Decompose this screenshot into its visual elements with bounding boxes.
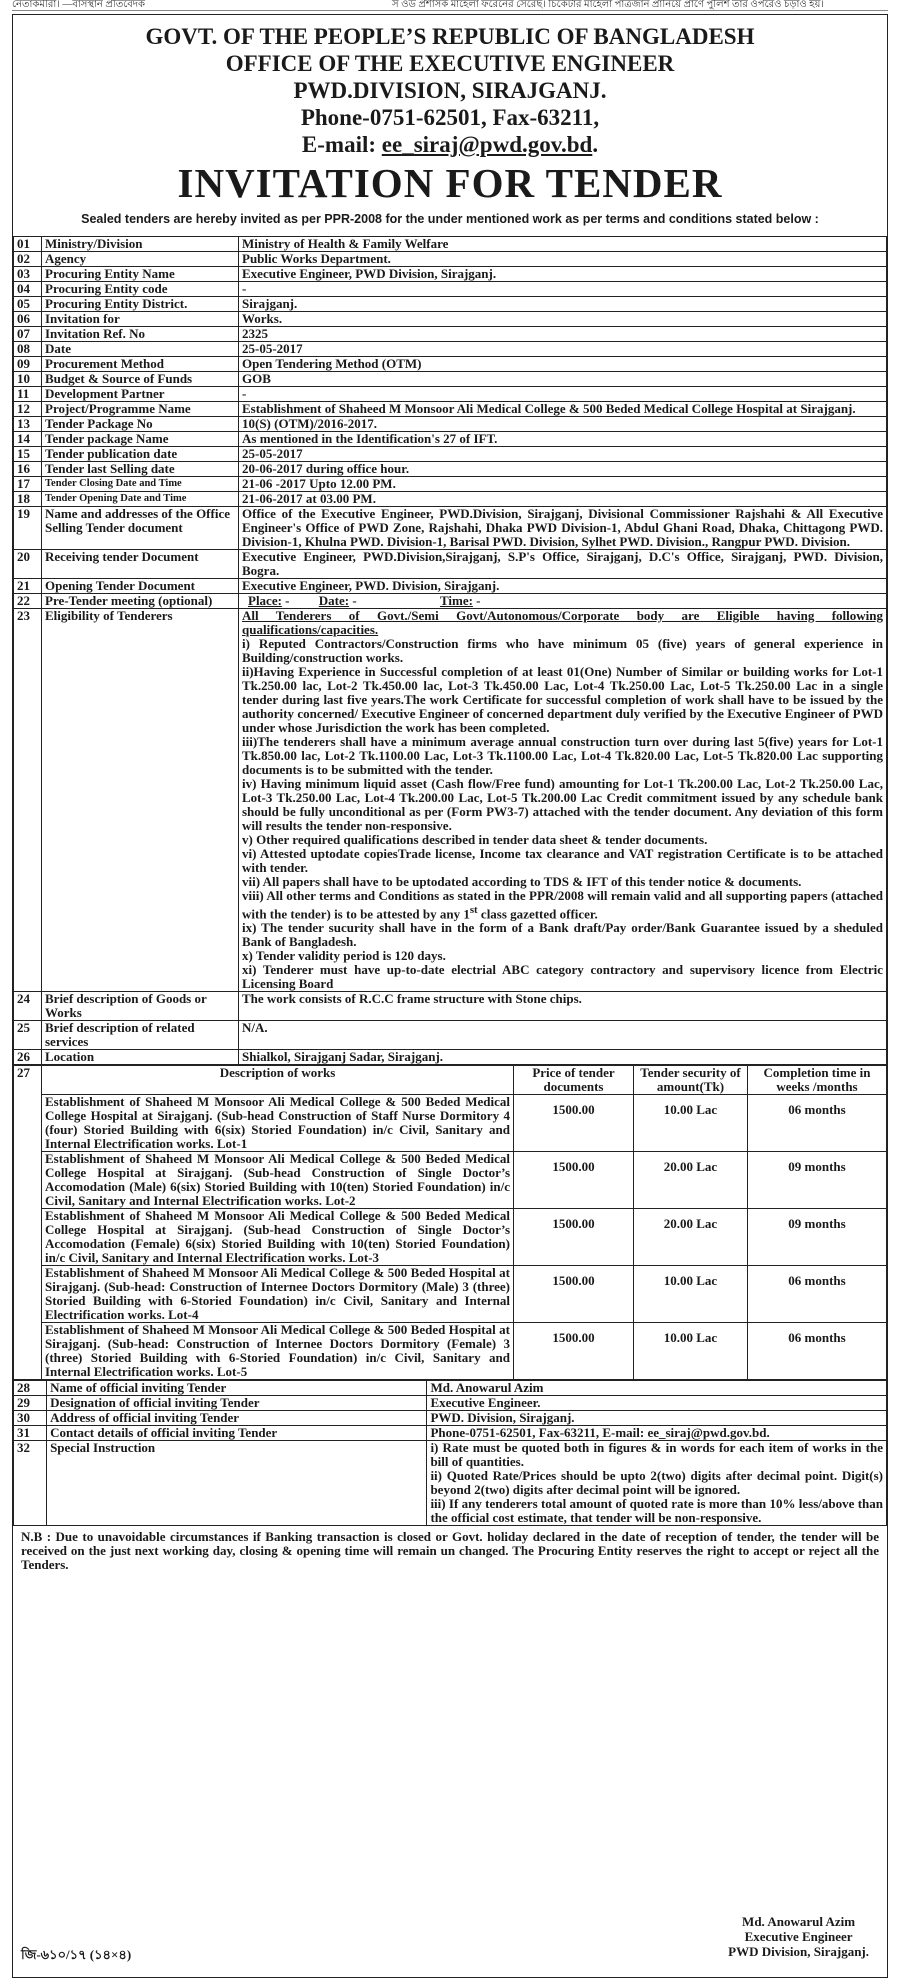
date-value: - bbox=[352, 593, 357, 608]
lot-description: Establishment of Shaheed M Monsoor Ali Medical College & 500 Beded Hospital at Sirajganj. (Sub-head: Construction of Internee Doctors Dormitory (Male) 3 (three) Storied Building with 6-Storied Foundation) in/c Civil, Sanitary and Internal Electrification works. Lot-4 bbox=[42, 1266, 514, 1323]
lot-completion: 06 months bbox=[748, 1095, 887, 1152]
item8-text: viii) All other terms and Conditions as stated in the PPR/2008 will remain valid and all supporting papers (attached with the tender) is to be attested by any 1 bbox=[242, 888, 883, 922]
place-value: - bbox=[285, 593, 290, 608]
row-value: Shialkol, Sirajganj Sadar, Sirajganj. bbox=[239, 1050, 887, 1065]
item8-text-end: class gazetted officer. bbox=[477, 906, 598, 922]
row-value: Phone-0751-62501, Fax-63211, E-mail: ee_siraj@pwd.gov.bd. bbox=[427, 1426, 887, 1441]
table-row bbox=[14, 492, 887, 507]
row-value: 10(S) (OTM)/2016-2017. bbox=[239, 417, 887, 432]
row-label: Budget & Source of Funds bbox=[42, 372, 239, 387]
works-table bbox=[13, 1065, 887, 1380]
works-header-row bbox=[14, 1066, 887, 1095]
email-link[interactable]: ee_siraj@pwd.gov.bd bbox=[381, 132, 593, 157]
row-number: 27 bbox=[14, 1066, 42, 1380]
row-label: Tender last Selling date bbox=[42, 462, 239, 477]
works-lot-row bbox=[14, 1152, 887, 1209]
works-lot-row bbox=[14, 1323, 887, 1380]
row-label: Brief description of related services bbox=[42, 1021, 239, 1050]
email-suffix: . bbox=[592, 132, 599, 157]
row-value: 2325 bbox=[239, 327, 887, 342]
row-number: 23 bbox=[14, 609, 42, 992]
header-email bbox=[13, 131, 887, 158]
row-value: GOB bbox=[239, 372, 887, 387]
lot-description: Establishment of Shaheed M Monsoor Ali Medical College & 500 Beded Hospital at Sirajganj. (Sub-head: Construction of Internee Doctors Dormitory (Female) 3 (three) Storied Building with 6-Storied Foundation) in/c Civil, Sanitary and Internal Electrification works. Lot-5 bbox=[42, 1323, 514, 1380]
row-label: Opening Tender Document bbox=[42, 579, 239, 594]
row-label: Brief description of Goods or Works bbox=[42, 992, 239, 1021]
notice-header bbox=[13, 23, 887, 158]
row-number: 15 bbox=[14, 447, 42, 462]
row-number: 12 bbox=[14, 402, 42, 417]
item8-sup: st bbox=[469, 904, 478, 916]
row-label: Eligibility of Tenderers bbox=[42, 609, 239, 992]
header-phone: Phone-0751-62501, Fax-63211, bbox=[300, 105, 600, 130]
newspaper-top-strip bbox=[12, 0, 888, 11]
lot-price: 1500.00 bbox=[514, 1152, 634, 1209]
row-label: Tender Package No bbox=[42, 417, 239, 432]
row-number: 08 bbox=[14, 342, 42, 357]
row-label: Invitation Ref. No bbox=[42, 327, 239, 342]
table-row bbox=[14, 1426, 887, 1441]
table-row bbox=[14, 252, 887, 267]
lot-security: 10.00 Lac bbox=[634, 1095, 748, 1152]
table-row bbox=[14, 447, 887, 462]
row-number: 18 bbox=[14, 492, 42, 507]
row-value: 20-06-2017 during office hour. bbox=[239, 462, 887, 477]
row-number: 16 bbox=[14, 462, 42, 477]
eligibility-item: ii)Having Experience in Successful completion of at least 01(One) Number of Similar or building works for Lot-1 Tk.250.00 lac, Lot-2 Tk.450.00 lac, Lot-3 Tk.450.00 Lac, Lot-4 Tk.250.00 Lac, Lot-5 Tk.250.00 Lac in a single tender during last five years.The work Certificate for successful completion of work shall have to be issued by the authority concerned/ Executive Engineer of concerned department duly verified by the Executive Engineer of PWD under whose Jurisdiction the work has been completed. bbox=[242, 664, 883, 735]
row-value: Establishment of Shaheed M Monsoor Ali Medical College & 500 Beded Medical College Hospital at Sirajganj. bbox=[239, 402, 887, 417]
row-value: Executive Engineer, PWD Division, Sirajganj. bbox=[239, 267, 887, 282]
pretender-value bbox=[239, 594, 887, 609]
row-value: Executive Engineer. bbox=[427, 1396, 887, 1411]
table-row bbox=[14, 579, 887, 594]
place-label: Place: bbox=[248, 593, 282, 608]
tender-notice-page bbox=[12, 0, 888, 1977]
eligibility-items bbox=[242, 637, 883, 889]
row-number: 17 bbox=[14, 477, 42, 492]
row-number: 28 bbox=[14, 1381, 47, 1396]
row-value: 25-05-2017 bbox=[239, 342, 887, 357]
row-value: As mentioned in the Identification's 27 of IFT. bbox=[239, 432, 887, 447]
row-label: Address of official inviting Tender bbox=[47, 1411, 427, 1426]
notice-title: INVITATION FOR TENDER bbox=[177, 160, 723, 206]
eligibility-item: vi) Attested uptodate copiesTrade license, Income tax clearance and VAT registration Certificate is to be attached with tender. bbox=[242, 846, 883, 875]
works-header-completion: Completion time in weeks /months bbox=[748, 1066, 887, 1095]
works-lot-row bbox=[14, 1209, 887, 1266]
row-number: 06 bbox=[14, 312, 42, 327]
works-lot-row bbox=[14, 1095, 887, 1152]
signature-office: PWD Division, Sirajganj. bbox=[728, 1944, 869, 1959]
row-number: 07 bbox=[14, 327, 42, 342]
signature-block bbox=[728, 1914, 869, 1959]
table-row bbox=[14, 282, 887, 297]
row-number: 29 bbox=[14, 1396, 47, 1411]
row-label: Contact details of official inviting Tender bbox=[47, 1426, 427, 1441]
row-number: 19 bbox=[14, 507, 42, 550]
row-value: Office of the Executive Engineer, PWD.Division, Sirajganj, Divisional Commissioner Rajshahi & All Executive Engineer's Office of PWD Zone, Rajshahi, Dhaka PWD Division-1, Abdul Ghani Road, Dhaka, Chittagong PWD. Division-1, Khulna PWD. Division-1, Barisal PWD. Division, Sylhet PWD. Division., Rangpur PWD. Division. bbox=[239, 507, 887, 550]
table-row bbox=[14, 1050, 887, 1065]
table-row bbox=[14, 477, 887, 492]
eligibility-item: xi) Tenderer must have up-to-date electrial ABC category contractory and supervisory licence from Electric Licensing Board bbox=[242, 962, 883, 992]
row-value: Ministry of Health & Family Welfare bbox=[239, 237, 887, 252]
row-label: Special Instruction bbox=[47, 1441, 427, 1526]
table-row bbox=[14, 1381, 887, 1396]
lot-price: 1500.00 bbox=[514, 1209, 634, 1266]
date-label: Date: bbox=[318, 593, 350, 608]
table-row bbox=[14, 237, 887, 252]
works-header-desc: Description of works bbox=[42, 1066, 514, 1095]
row-label: Name and addresses of the Office Selling Tender document bbox=[42, 507, 239, 550]
row-number: 03 bbox=[14, 267, 42, 282]
row-label: Ministry/Division bbox=[42, 237, 239, 252]
row-value: Executive Engineer, PWD. Division, Sirajganj. bbox=[239, 579, 887, 594]
eligibility-item: ix) The tender sucurity shall have in the form of a Bank draft/Pay order/Bank Guarantee issued by a sheduled Bank of Bangladesh. bbox=[242, 920, 883, 950]
notice-frame bbox=[12, 14, 888, 1978]
row-value: - bbox=[239, 387, 887, 402]
lot-price: 1500.00 bbox=[514, 1323, 634, 1380]
table-row bbox=[14, 1396, 887, 1411]
header-division: PWD.DIVISION, SIRAJGANJ. bbox=[293, 78, 607, 103]
eligibility-value bbox=[239, 609, 887, 992]
table-row bbox=[14, 432, 887, 447]
row-label: Tender Closing Date and Time bbox=[42, 477, 239, 492]
eligibility-item-8 bbox=[242, 889, 883, 921]
special-instruction-item: ii) Quoted Rate/Prices should be upto 2(two) digits after decimal point. Digit(s) beyond 2(two) digits after decimal point will be ignored. bbox=[430, 1468, 883, 1498]
table-row bbox=[14, 357, 887, 372]
row-number: 24 bbox=[14, 992, 42, 1021]
works-header-price: Price of tender documents bbox=[514, 1066, 634, 1095]
table-row bbox=[14, 609, 887, 992]
row-number: 09 bbox=[14, 357, 42, 372]
special-instruction-item: i) Rate must be quoted both in figures & in words for each item of works in the bill of quantities. bbox=[430, 1440, 883, 1470]
row-label: Procuring Entity code bbox=[42, 282, 239, 297]
row-label: Development Partner bbox=[42, 387, 239, 402]
table-row bbox=[14, 594, 887, 609]
table-row bbox=[14, 992, 887, 1021]
header-office: OFFICE OF THE EXECUTIVE ENGINEER bbox=[225, 51, 675, 76]
eligibility-item: i) Reputed Contractors/Construction firms who have minimum 05 (five) years of general experience in Building/construction works. bbox=[242, 636, 883, 665]
row-label: Pre-Tender meeting (optional) bbox=[42, 594, 239, 609]
table-row bbox=[14, 1411, 887, 1426]
row-label: Tender Opening Date and Time bbox=[42, 492, 239, 507]
row-value: PWD. Division, Sirajganj. bbox=[427, 1411, 887, 1426]
table-row bbox=[14, 267, 887, 282]
lot-description: Establishment of Shaheed M Monsoor Ali Medical College & 500 Beded Medical College Hospital at Sirajganj. (Sub-head Construction of Single Doctor’s Accomodation (Male) 6(six) Storied Building with 10(ten) Storied Foundation) in/c Civil, Sanitary and Internal Electrification works. Lot-2 bbox=[42, 1152, 514, 1209]
row-value: 21-06 -2017 Upto 12.00 PM. bbox=[239, 477, 887, 492]
works-header-security: Tender security of amount(Tk) bbox=[634, 1066, 748, 1095]
row-value: Works. bbox=[239, 312, 887, 327]
row-value: Md. Anowarul Azim bbox=[427, 1381, 887, 1396]
row-value: - bbox=[239, 282, 887, 297]
lot-completion: 06 months bbox=[748, 1323, 887, 1380]
row-value: N/A. bbox=[239, 1021, 887, 1050]
row-number: 01 bbox=[14, 237, 42, 252]
table-row bbox=[14, 462, 887, 477]
lot-security: 10.00 Lac bbox=[634, 1323, 748, 1380]
table-row bbox=[14, 417, 887, 432]
row-label: Name of official inviting Tender bbox=[47, 1381, 427, 1396]
table-row bbox=[14, 507, 887, 550]
table-row bbox=[14, 402, 887, 417]
row-label: Receiving tender Document bbox=[42, 550, 239, 579]
top-strip-right: স ওড প্রশাসক মাহেলা ফরেনের সেরেছ। চিকেটার মাহেলা পাত্রজান প্রানিয়ে প্রাণে পুলিশ তার ওপরেও চড়াও হয়। bbox=[392, 0, 824, 10]
row-label: Location bbox=[42, 1050, 239, 1065]
row-label: Procuring Entity District. bbox=[42, 297, 239, 312]
row-value: Open Tendering Method (OTM) bbox=[239, 357, 887, 372]
row-number: 20 bbox=[14, 550, 42, 579]
eligibility-item: iii)The tenderers shall have a minimum average annual construction turn over during last 5(five) years for Lot-1 Tk.850.00 lac, Lot-2 Tk.1100.00 Lac, Lot-3 Tk.1100.00 Lac, Lot-4 Tk.820.00 Lac, Lot-5 Tk.820.00 Lac supporting documents is to be submitted with the tender. bbox=[242, 734, 883, 777]
row-number: 05 bbox=[14, 297, 42, 312]
footer-code: জি-৬১০/১৭ (১৪×৪) bbox=[21, 1947, 132, 1962]
official-table bbox=[13, 1380, 887, 1526]
row-number: 30 bbox=[14, 1411, 47, 1426]
row-label: Invitation for bbox=[42, 312, 239, 327]
row-number: 02 bbox=[14, 252, 42, 267]
table-row bbox=[14, 387, 887, 402]
lot-security: 10.00 Lac bbox=[634, 1266, 748, 1323]
row-number: 11 bbox=[14, 387, 42, 402]
row-number: 21 bbox=[14, 579, 42, 594]
email-prefix: E-mail: bbox=[301, 132, 382, 157]
eligibility-head: All Tenderers of Govt./Semi Govt/Autonomous/Corporate body are Eligible having following qualifications/capacities. bbox=[242, 608, 883, 637]
row-label: Procurement Method bbox=[42, 357, 239, 372]
lot-description: Establishment of Shaheed M Monsoor Ali Medical College & 500 Beded Medical College Hospital at Sirajganj. (Sub-head Construction of Single Doctor’s Accomodation (Female) 6(six) Storied Building with 10(ten) Storied Foundation) in/c Civil, Sanitary and Internal Electrification works. Lot-3 bbox=[42, 1209, 514, 1266]
lot-price: 1500.00 bbox=[514, 1095, 634, 1152]
row-value: 21-06-2017 at 03.00 PM. bbox=[239, 492, 887, 507]
row-number: 32 bbox=[14, 1441, 47, 1526]
row-value: Sirajganj. bbox=[239, 297, 887, 312]
row-label: Project/Programme Name bbox=[42, 402, 239, 417]
table-row bbox=[14, 550, 887, 579]
tender-table bbox=[13, 236, 887, 1065]
table-row bbox=[14, 372, 887, 387]
row-number: 26 bbox=[14, 1050, 42, 1065]
special-instruction-item: iii) If any tenderers total amount of quoted rate is more than 10% less/above than the official cost estimate, that tender will be non-responsive. bbox=[430, 1496, 883, 1526]
row-label: Agency bbox=[42, 252, 239, 267]
eligibility-items-after bbox=[242, 921, 883, 991]
eligibility-item: vii) All papers shall have to be uptodated according to TDS & IFT of this tender notice & documents. bbox=[242, 874, 802, 889]
lot-security: 20.00 Lac bbox=[634, 1152, 748, 1209]
lot-completion: 06 months bbox=[748, 1266, 887, 1323]
table-row bbox=[14, 312, 887, 327]
table-row bbox=[14, 327, 887, 342]
row-number: 31 bbox=[14, 1426, 47, 1441]
header-govt: GOVT. OF THE PEOPLE’S REPUBLIC OF BANGLADESH bbox=[145, 24, 755, 49]
lot-completion: 09 months bbox=[748, 1152, 887, 1209]
eligibility-item: v) Other required qualifications described in tender data sheet & tender documents. bbox=[242, 832, 708, 847]
nb-note: N.B : Due to unavoidable circumstances if Banking transaction is closed or Govt. holiday declared in the date of reception of tender, the tender will be received on the just next working day, closing & opening time will remain un changed. The Procuring Entity reserves the right to accept or reject all the Tenders. bbox=[21, 1529, 879, 1573]
row-number: 14 bbox=[14, 432, 42, 447]
special-instructions bbox=[427, 1441, 887, 1526]
row-number: 13 bbox=[14, 417, 42, 432]
row-value: Public Works Department. bbox=[239, 252, 887, 267]
lot-security: 20.00 Lac bbox=[634, 1209, 748, 1266]
row-number: 10 bbox=[14, 372, 42, 387]
row-value: The work consists of R.C.C frame structure with Stone chips. bbox=[239, 992, 887, 1021]
row-value: Executive Engineer, PWD.Division,Sirajganj, S.P's Office, Sirajganj, D.C's Office, Sirajganj, PWD. Division, Bogra. bbox=[239, 550, 887, 579]
row-label: Tender publication date bbox=[42, 447, 239, 462]
signature-name: Md. Anowarul Azim bbox=[742, 1914, 856, 1929]
table-row bbox=[14, 342, 887, 357]
row-label: Designation of official inviting Tender bbox=[47, 1396, 427, 1411]
eligibility-item: iv) Having minimum liquid asset (Cash flow/Free fund) amounting for Lot-1 Tk.200.00 Lac, Lot-2 Tk.250.00 Lac, Lot-3 Tk.250.00 Lac, Lot-4 Tk.200.00 Lac, Lot-5 Tk.200.00 Lac Credit commitment issued by any schedule bank should be fully unconditional as per (Form PW3-7) attached with the tender document. Any deviation of this form will results the tender non-responsive. bbox=[242, 776, 883, 833]
top-strip-left: নেতাকমীরা। —বাসস্থান প্রতিবেদক bbox=[12, 0, 146, 10]
eligibility-item: x) Tender validity period is 120 days. bbox=[242, 948, 446, 964]
row-label: Tender package Name bbox=[42, 432, 239, 447]
signature-designation: Executive Engineer bbox=[744, 1929, 853, 1944]
row-number: 25 bbox=[14, 1021, 42, 1050]
time-value: - bbox=[476, 593, 481, 608]
works-lot-row bbox=[14, 1266, 887, 1323]
lot-description: Establishment of Shaheed M Monsoor Ali Medical College & 500 Beded Medical College Hospital at Sirajganj. (Sub-head Construction of Staff Nurse Dormitory 4 (four) Storied Building with 6(six) Storied Foundation) in/c Civil, Sanitary and Internal Electrification works. Lot-1 bbox=[42, 1095, 514, 1152]
row-label: Date bbox=[42, 342, 239, 357]
time-label: Time: bbox=[439, 593, 473, 608]
row-number: 04 bbox=[14, 282, 42, 297]
table-row bbox=[14, 1441, 887, 1526]
notice-intro: Sealed tenders are hereby invited as per PPR-2008 for the under mentioned work as per terms and conditions stated below : bbox=[81, 212, 819, 226]
lot-completion: 09 months bbox=[748, 1209, 887, 1266]
table-row bbox=[14, 1021, 887, 1050]
row-value: 25-05-2017 bbox=[239, 447, 887, 462]
table-row bbox=[14, 297, 887, 312]
row-label: Procuring Entity Name bbox=[42, 267, 239, 282]
lot-price: 1500.00 bbox=[514, 1266, 634, 1323]
row-number: 22 bbox=[14, 594, 42, 609]
